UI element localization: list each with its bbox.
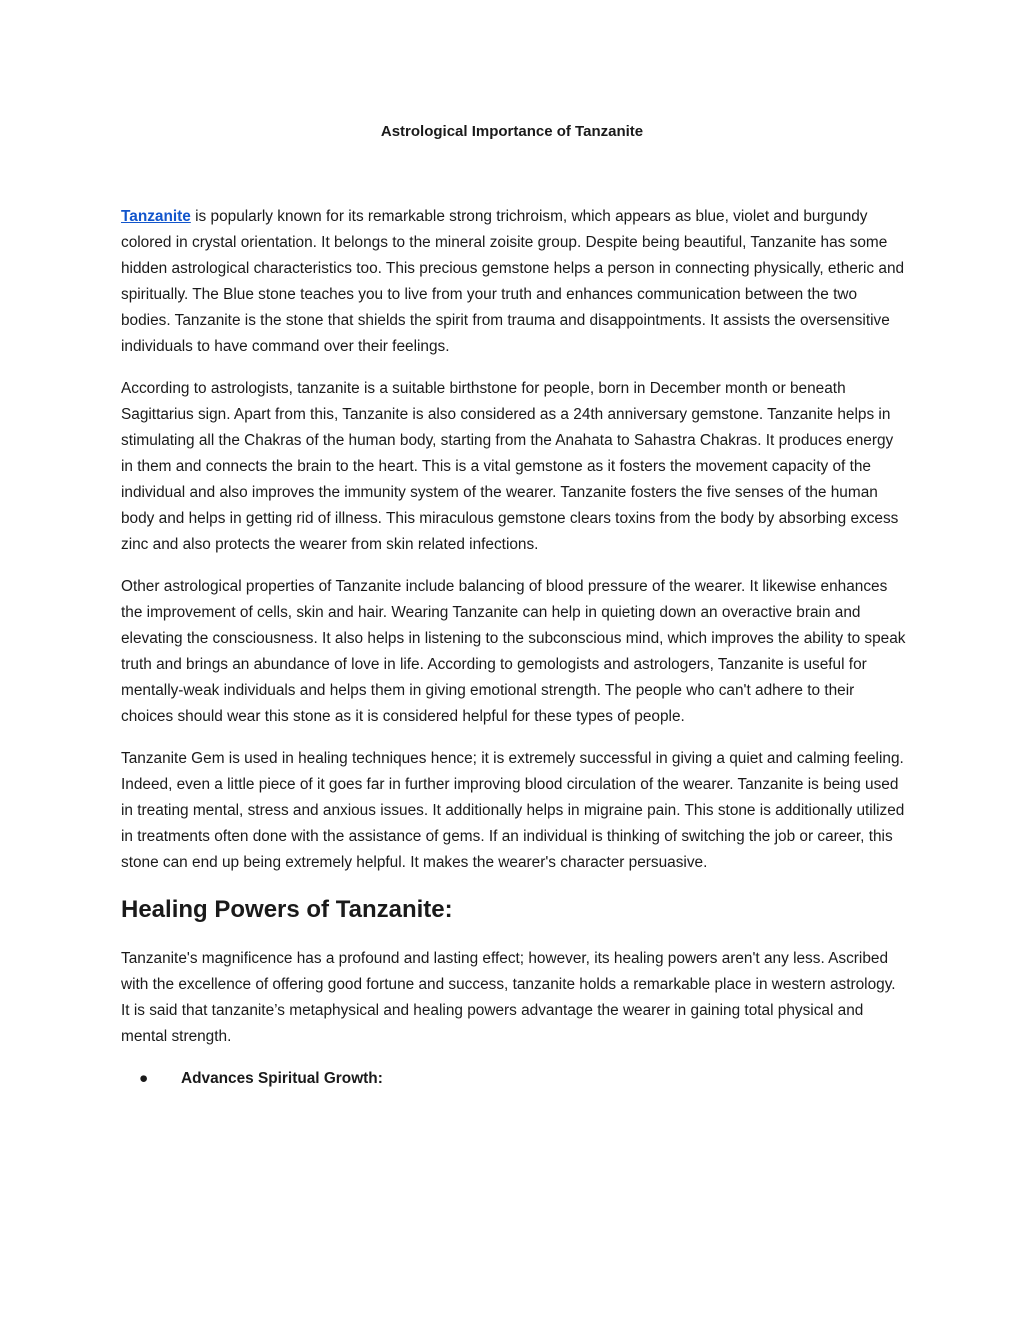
- document-title: Astrological Importance of Tanzanite: [380, 123, 644, 140]
- document-body: [121, 204, 906, 1092]
- intro-text: is popularly known for its remarkable strong trichroism, which appears as blue, violet and burgundy colored in crystal orientation. It belongs to the mineral zoisite group. Despite being beautiful, Tanzanite has some hidden astrological characteristics too. This precious gemstone helps a person in connecting physically, etheric and spiritually. The Blue stone teaches you to live from your truth and enhances communication between the two bodies. Tanzanite is the stone that shields the spirit from trauma and disappointments. It assists the oversensitive individuals to have command over their feelings.: [121, 208, 905, 355]
- bullet-list: [121, 1066, 906, 1092]
- paragraph-birthstone: According to astrologists, tanzanite is a suitable birthstone for people, born in December month or beneath Sagittarius sign. Apart from this, Tanzanite is also considered as a 24th anniversary gemstone. Tanzanite helps in stimulating all the Chakras of the human body, starting from the Anahata to Sahastra Chakras. It produces energy in them and connects the brain to the heart. This is a vital gemstone as it fosters the movement capacity of the individual and also improves the immunity system of the wearer. Tanzanite fosters the five senses of the human body and helps in getting rid of illness. This miraculous gemstone clears toxins from the body by absorbing excess zinc and also protects the wearer from skin related infections.: [121, 380, 899, 553]
- bullet-icon: ●: [139, 1070, 149, 1087]
- paragraph-healing-techniques: Tanzanite Gem is used in healing techniques hence; it is extremely successful in giving a quiet and calming feeling. Indeed, even a little piece of it goes far in further improving blood circulation of the wearer. Tanzanite is being used in treating mental, stress and anxious issues. It additionally helps in migraine pain. This stone is additionally utilized in treatments often done with the assistance of gems. If an individual is thinking of switching the job or career, this stone can end up being extremely helpful. It makes the wearer's character persuasive.: [121, 750, 905, 871]
- intro-paragraph: [121, 204, 906, 360]
- section-paragraph: Tanzanite's magnificence has a profound and lasting effect; however, its healing powers aren't any less. Ascribed with the excellence of offering good fortune and success, tanzanite holds a remarkable place in western astrology. It is said that tanzanite’s metaphysical and healing powers advantage the wearer in gaining total physical and mental strength.: [121, 950, 896, 1045]
- paragraph-properties: Other astrological properties of Tanzanite include balancing of blood pressure of the wearer. It likewise enhances the improvement of cells, skin and hair. Wearing Tanzanite can help in quieting down an overactive brain and elevating the consciousness. It also helps in listening to the subconscious mind, which improves the ability to speak truth and brings an abundance of love in life. According to gemologists and astrologers, Tanzanite is useful for mentally-weak individuals and helps them in giving emotional strength. The people who can't adhere to their choices should wear this stone as it is considered helpful for these types of people.: [121, 578, 906, 725]
- bullet-text: Advances Spiritual Growth:: [181, 1070, 383, 1087]
- section-heading: Healing Powers of Tanzanite:: [121, 896, 453, 923]
- bullet-item: [121, 1066, 906, 1092]
- tanzanite-link[interactable]: Tanzanite: [121, 208, 191, 225]
